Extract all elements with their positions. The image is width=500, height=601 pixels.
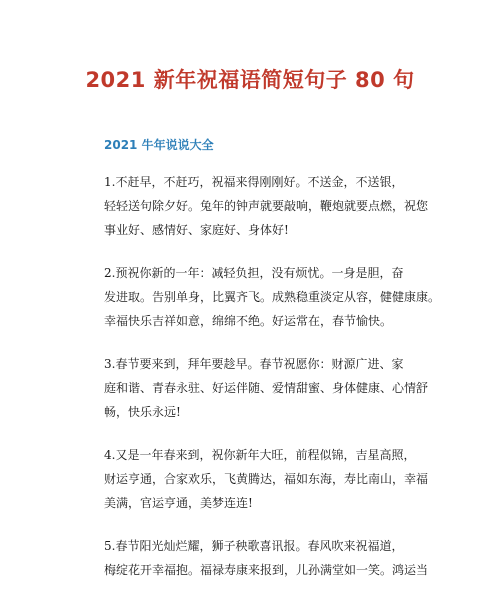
text-line: 美满，官运亨通，美梦连连! xyxy=(104,496,253,510)
text-line: 发进取。告别单身，比翼齐飞。成熟稳重淡定从容，健健康康。 xyxy=(104,290,441,304)
section-heading: 2021 牛年说说大全 xyxy=(104,138,214,152)
text-line: 财运亨通，合家欢乐，飞黄腾达，福如东海，寿比南山，幸福 xyxy=(104,472,429,486)
paragraph-1 xyxy=(104,170,434,242)
paragraph-3 xyxy=(104,352,434,424)
text-line: 1.不赶早，不赶巧，祝福来得刚刚好。不送金，不送银， xyxy=(104,175,404,189)
text-line: 5.春节阳光灿烂耀，狮子秧歌喜讯报。春风吹来祝福道， xyxy=(104,539,404,553)
document-body xyxy=(104,170,441,601)
paragraph-5 xyxy=(104,534,434,582)
text-line: 事业好、感情好、家庭好、身体好! xyxy=(104,223,289,237)
text-line: 2.预祝你新的一年：减轻负担，没有烦忧。一身是胆，奋 xyxy=(104,266,404,280)
text-line: 幸福快乐吉祥如意，绵绵不绝。好运常在，春节愉快。 xyxy=(104,314,393,328)
paragraph-4 xyxy=(104,443,434,515)
text-line: 梅绽花开幸福抱。福禄寿康来报到，儿孙满堂如一笑。鸿运当 xyxy=(104,563,429,577)
text-line: 庭和谐、青春永驻、好运伴随、爱情甜蜜、身体健康、心情舒 xyxy=(104,381,429,395)
paragraph-2 xyxy=(104,261,441,333)
text-line: 4.又是一年春来到，祝你新年大旺，前程似锦，吉星高照， xyxy=(104,448,416,462)
text-line: 畅，快乐永远! xyxy=(104,405,181,419)
document-title: 2021 新年祝福语简短句子 80 句 xyxy=(85,68,415,92)
text-line: 轻轻送句除夕好。兔年的钟声就要敲响，鞭炮就要点燃，祝您 xyxy=(104,199,429,213)
text-line: 3.春节要来到，拜年要趁早。春节祝愿你：财源广进、家 xyxy=(104,357,404,371)
